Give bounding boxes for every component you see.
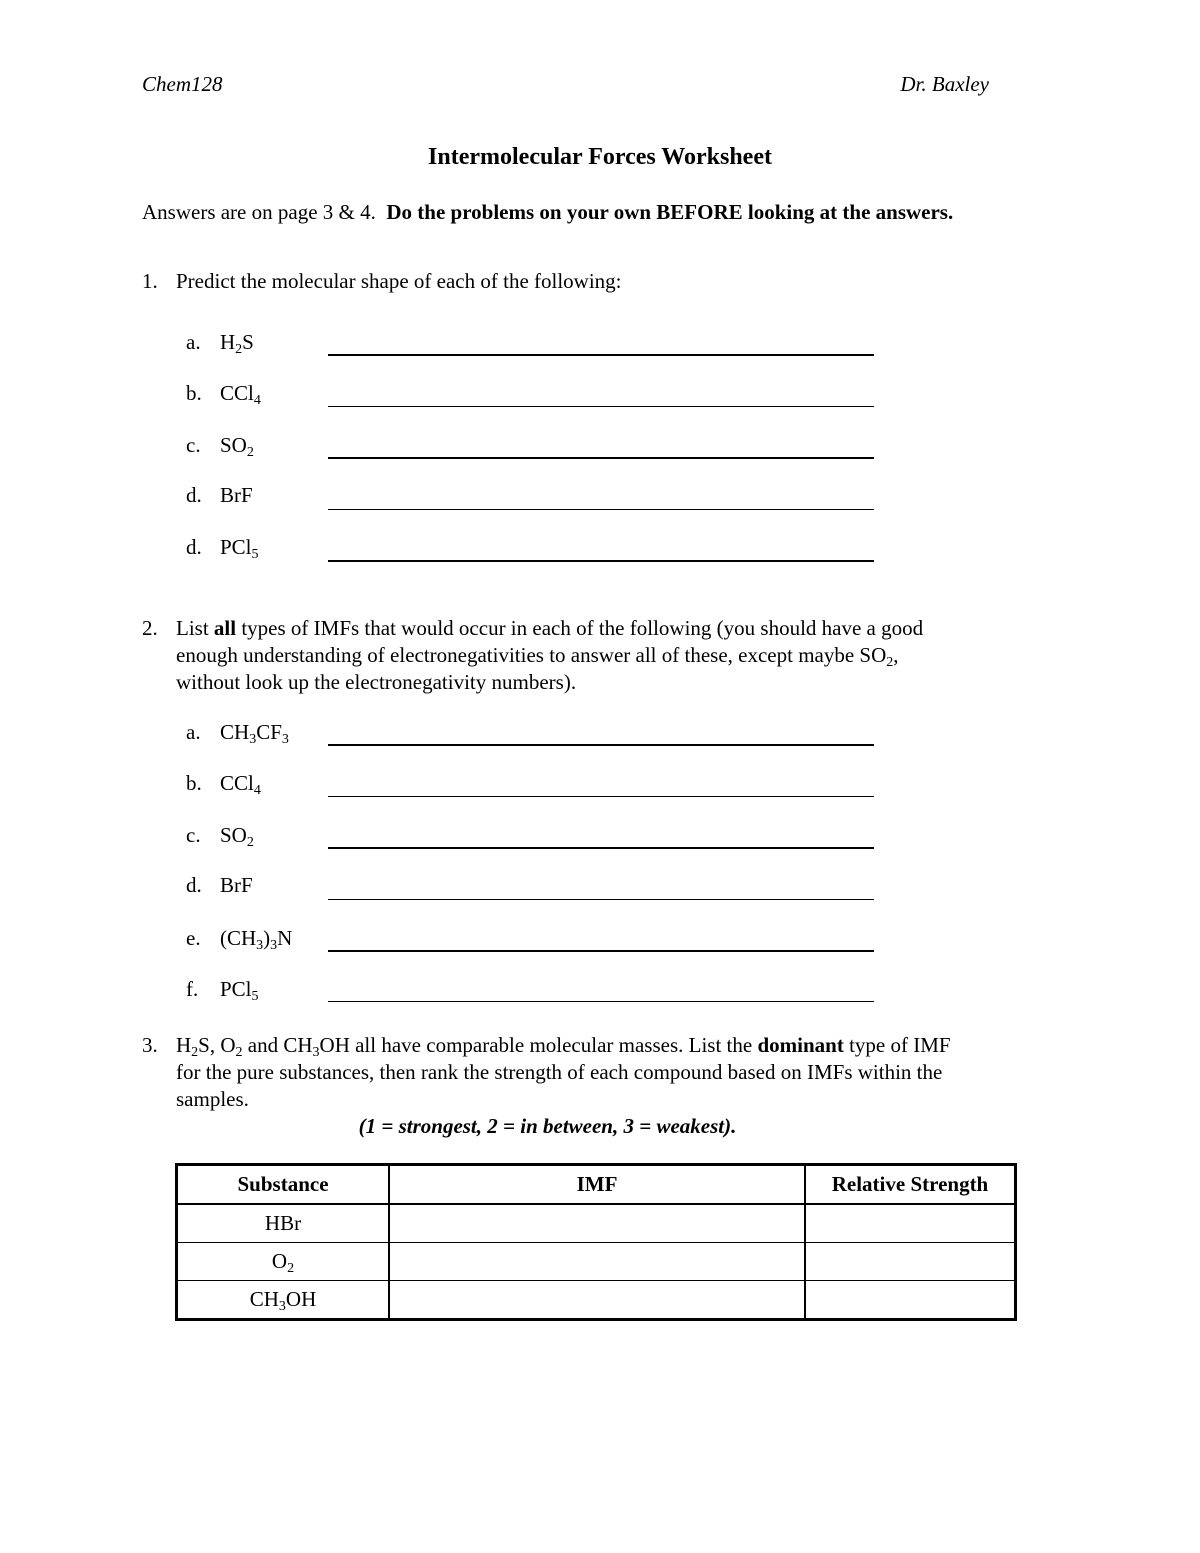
item-letter: b.: [186, 381, 202, 405]
q2-item-a: [186, 720, 289, 750]
item-letter: d.: [186, 535, 202, 559]
q1-item-a: [186, 330, 254, 360]
item-formula: BrF: [220, 483, 253, 507]
strength-cell[interactable]: [805, 1281, 1016, 1320]
item-formula: $H_2S$: [220, 330, 254, 357]
ranking-scale: (1 = strongest, 2 = in between, 3 = weakest).: [358, 1114, 737, 1138]
strength-cell[interactable]: [805, 1204, 1016, 1243]
question-1: [142, 268, 1062, 295]
question-text: List all types of IMFs that would occur in each of the following (you should have a good enough understanding of electronegativities to answer all of these, except maybe $SO_2$, without look up the electronegativity numbers).: [176, 616, 924, 694]
answer-line[interactable]: [328, 354, 874, 356]
intro-bold: Do the problems on your own BEFORE looking at the answers.: [386, 200, 954, 224]
item-formula: $SO_2$: [220, 433, 254, 460]
question-text: $H_2S$, $O_2$ and $CH_3OH$ all have comparable molecular masses. List the dominant type of IMF for the pure substances, then rank the strength of each compound based on IMFs within the samples.: [176, 1033, 951, 1111]
item-formula: $CH_3CF_3$: [220, 720, 289, 747]
item-letter: a.: [186, 330, 201, 354]
intro-text: [142, 200, 953, 225]
item-letter: f.: [186, 977, 199, 1001]
header-substance: Substance: [177, 1165, 390, 1205]
q2-item-d: [186, 873, 253, 903]
answer-line[interactable]: [328, 457, 874, 459]
item-formula: CCl$_4$: [220, 771, 261, 798]
table-row: [177, 1243, 1016, 1281]
question-2: [142, 615, 1062, 696]
q2-item-e: [186, 926, 292, 956]
answer-line[interactable]: [328, 744, 874, 746]
answer-line[interactable]: [328, 796, 874, 797]
answer-line[interactable]: [328, 509, 874, 510]
question-number: 2.: [142, 616, 158, 640]
imf-cell[interactable]: [389, 1281, 805, 1320]
item-letter: b.: [186, 771, 202, 795]
item-formula: $SO_2$: [220, 823, 254, 850]
question-number: 3.: [142, 1033, 158, 1057]
imf-cell[interactable]: [389, 1204, 805, 1243]
q1-item-d2: [186, 535, 259, 565]
item-letter: c.: [186, 823, 201, 847]
header-imf: IMF: [389, 1165, 805, 1205]
q2-item-b: [186, 771, 261, 801]
item-letter: e.: [186, 926, 201, 950]
item-formula: PCl$_5$: [220, 535, 259, 562]
answer-line[interactable]: [328, 950, 874, 952]
answer-line[interactable]: [328, 899, 874, 900]
substance-cell: $O_2$: [177, 1243, 390, 1281]
question-text: Predict the molecular shape of each of the following:: [176, 269, 622, 293]
intro-plain: Answers are on page 3 & 4.: [142, 200, 376, 224]
table-row: [177, 1204, 1016, 1243]
strength-cell[interactable]: [805, 1243, 1016, 1281]
instructor-name: Dr. Baxley: [900, 72, 989, 96]
item-formula: $(CH_3)_3N$: [220, 926, 293, 953]
answer-line[interactable]: [328, 406, 874, 407]
item-formula: BrF: [220, 873, 253, 897]
course-name: Chem128: [142, 72, 223, 96]
q1-item-c: [186, 433, 254, 463]
question-number: 1.: [142, 269, 158, 293]
q1-item-d: [186, 483, 253, 513]
imf-table: [175, 1163, 1017, 1321]
table-header-row: [177, 1165, 1016, 1205]
q2-item-c: [186, 823, 254, 853]
question-3: [142, 1032, 1062, 1113]
imf-cell[interactable]: [389, 1243, 805, 1281]
answer-line[interactable]: [328, 560, 874, 562]
answer-line[interactable]: [328, 847, 874, 849]
page-title: Intermolecular Forces Worksheet: [428, 144, 772, 170]
item-formula: PCl$_5$: [220, 977, 259, 1004]
item-letter: a.: [186, 720, 201, 744]
item-letter: d.: [186, 873, 202, 897]
item-formula: CCl$_4$: [220, 381, 261, 408]
item-letter: c.: [186, 433, 201, 457]
substance-cell: $CH_3OH$: [177, 1281, 390, 1320]
q2-item-f: [186, 977, 259, 1007]
answer-line[interactable]: [328, 1001, 874, 1002]
item-letter: d.: [186, 483, 202, 507]
table-row: [177, 1281, 1016, 1320]
substance-cell: HBr: [177, 1204, 390, 1243]
q1-item-b: [186, 381, 261, 411]
header-relative-strength: Relative Strength: [805, 1165, 1016, 1205]
